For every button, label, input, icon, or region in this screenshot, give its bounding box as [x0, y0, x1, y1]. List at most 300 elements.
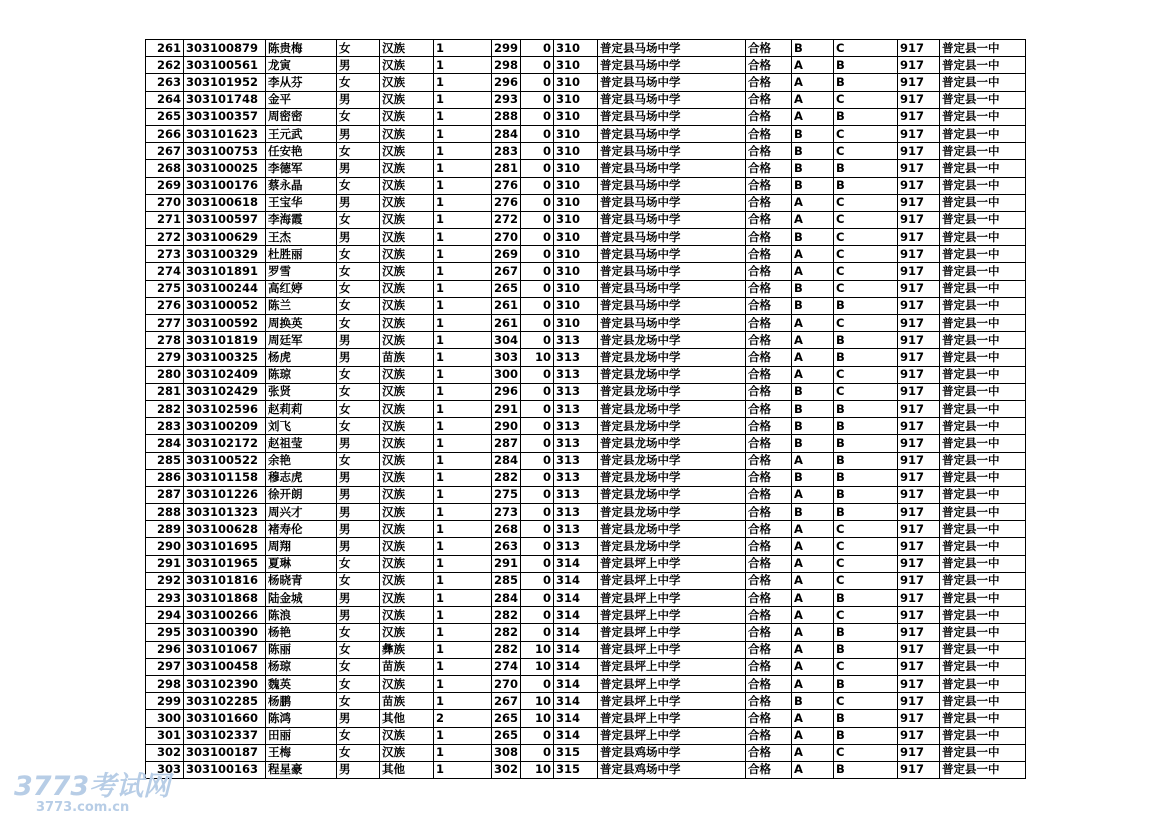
cell-ethnicity: 汉族: [380, 607, 434, 624]
cell-school: 普定县龙场中学: [598, 400, 746, 417]
table-row: [146, 675, 1026, 692]
cell-id: 303101623: [184, 125, 266, 142]
cell-name: 王杰: [266, 229, 337, 246]
cell-id: 303100266: [184, 607, 266, 624]
cell-id: 303102285: [184, 693, 266, 710]
cell-grade1: B: [792, 383, 834, 400]
cell-ethnicity: 汉族: [380, 675, 434, 692]
cell-grade1: B: [792, 177, 834, 194]
cell-score: 275: [492, 486, 521, 503]
cell-status: 合格: [746, 160, 792, 177]
cell-school: 普定县坪上中学: [598, 607, 746, 624]
cell-name: 夏琳: [266, 555, 337, 572]
cell-target: 普定县一中: [940, 675, 1026, 692]
cell-seq: 301: [146, 727, 184, 744]
table-row: [146, 452, 1026, 469]
cell-code: 1: [434, 349, 492, 366]
cell-target-code: 917: [898, 744, 940, 761]
cell-target: 普定县一中: [940, 297, 1026, 314]
cell-bonus: 0: [521, 590, 554, 607]
cell-ethnicity: 汉族: [380, 486, 434, 503]
cell-school: 普定县马场中学: [598, 40, 746, 57]
cell-school-code: 314: [554, 658, 598, 675]
cell-school: 普定县马场中学: [598, 280, 746, 297]
cell-target-code: 917: [898, 383, 940, 400]
cell-id: 303101748: [184, 91, 266, 108]
cell-code: 1: [434, 40, 492, 57]
cell-name: 周廷军: [266, 332, 337, 349]
table-row: [146, 693, 1026, 710]
cell-id: 303100163: [184, 761, 266, 778]
cell-score: 285: [492, 572, 521, 589]
cell-target: 普定县一中: [940, 194, 1026, 211]
cell-gender: 女: [337, 418, 380, 435]
cell-ethnicity: 汉族: [380, 538, 434, 555]
cell-target-code: 917: [898, 246, 940, 263]
cell-seq: 293: [146, 590, 184, 607]
cell-grade1: A: [792, 486, 834, 503]
table-row: [146, 624, 1026, 641]
cell-grade2: C: [834, 315, 898, 332]
cell-bonus: 0: [521, 624, 554, 641]
cell-id: 303101952: [184, 74, 266, 91]
cell-gender: 女: [337, 658, 380, 675]
cell-grade2: B: [834, 435, 898, 452]
cell-status: 合格: [746, 538, 792, 555]
cell-bonus: 0: [521, 74, 554, 91]
cell-name: 龙寅: [266, 57, 337, 74]
cell-ethnicity: 汉族: [380, 263, 434, 280]
cell-target-code: 917: [898, 435, 940, 452]
cell-status: 合格: [746, 91, 792, 108]
cell-target: 普定县一中: [940, 108, 1026, 125]
cell-target: 普定县一中: [940, 383, 1026, 400]
cell-code: 1: [434, 418, 492, 435]
cell-score: 287: [492, 435, 521, 452]
cell-score: 261: [492, 297, 521, 314]
cell-school: 普定县龙场中学: [598, 452, 746, 469]
cell-school-code: 310: [554, 125, 598, 142]
cell-school: 普定县鸡场中学: [598, 761, 746, 778]
cell-school-code: 310: [554, 297, 598, 314]
cell-ethnicity: 苗族: [380, 693, 434, 710]
cell-grade1: B: [792, 160, 834, 177]
cell-grade2: C: [834, 555, 898, 572]
cell-score: 283: [492, 143, 521, 160]
cell-id: 303100629: [184, 229, 266, 246]
cell-id: 303102172: [184, 435, 266, 452]
table-row: [146, 555, 1026, 572]
cell-gender: 男: [337, 57, 380, 74]
table-row: [146, 486, 1026, 503]
cell-code: 1: [434, 366, 492, 383]
cell-ethnicity: 汉族: [380, 280, 434, 297]
cell-target-code: 917: [898, 418, 940, 435]
cell-name: 杨艳: [266, 624, 337, 641]
cell-grade2: B: [834, 504, 898, 521]
cell-code: 1: [434, 675, 492, 692]
cell-id: 303102409: [184, 366, 266, 383]
cell-grade1: A: [792, 57, 834, 74]
cell-ethnicity: 彝族: [380, 641, 434, 658]
cell-status: 合格: [746, 607, 792, 624]
cell-name: 杨鹏: [266, 693, 337, 710]
cell-school: 普定县坪上中学: [598, 710, 746, 727]
cell-bonus: 0: [521, 366, 554, 383]
table-row: [146, 521, 1026, 538]
cell-school: 普定县马场中学: [598, 246, 746, 263]
cell-id: 303101891: [184, 263, 266, 280]
cell-gender: 女: [337, 246, 380, 263]
table-row: [146, 280, 1026, 297]
table-row: [146, 538, 1026, 555]
table-row: [146, 658, 1026, 675]
table-row: [146, 315, 1026, 332]
cell-gender: 男: [337, 229, 380, 246]
cell-seq: 265: [146, 108, 184, 125]
cell-seq: 278: [146, 332, 184, 349]
cell-ethnicity: 汉族: [380, 418, 434, 435]
cell-grade2: C: [834, 91, 898, 108]
cell-school-code: 310: [554, 315, 598, 332]
cell-score: 265: [492, 280, 521, 297]
cell-code: 1: [434, 469, 492, 486]
cell-seq: 280: [146, 366, 184, 383]
cell-grade1: A: [792, 675, 834, 692]
cell-target-code: 917: [898, 486, 940, 503]
cell-grade1: A: [792, 315, 834, 332]
cell-status: 合格: [746, 74, 792, 91]
cell-score: 298: [492, 57, 521, 74]
cell-target: 普定县一中: [940, 332, 1026, 349]
cell-id: 303100025: [184, 160, 266, 177]
cell-target: 普定县一中: [940, 315, 1026, 332]
table-row: [146, 160, 1026, 177]
cell-target: 普定县一中: [940, 607, 1026, 624]
cell-target: 普定县一中: [940, 280, 1026, 297]
cell-id: 303100522: [184, 452, 266, 469]
cell-grade2: B: [834, 486, 898, 503]
cell-grade1: A: [792, 607, 834, 624]
cell-seq: 294: [146, 607, 184, 624]
cell-target: 普定县一中: [940, 125, 1026, 142]
cell-code: 1: [434, 486, 492, 503]
cell-seq: 286: [146, 469, 184, 486]
cell-gender: 男: [337, 349, 380, 366]
cell-id: 303100244: [184, 280, 266, 297]
cell-code: 1: [434, 108, 492, 125]
cell-seq: 297: [146, 658, 184, 675]
cell-ethnicity: 汉族: [380, 452, 434, 469]
cell-grade2: C: [834, 143, 898, 160]
cell-seq: 289: [146, 521, 184, 538]
cell-grade1: A: [792, 624, 834, 641]
cell-ethnicity: 汉族: [380, 246, 434, 263]
cell-grade2: C: [834, 229, 898, 246]
cell-code: 1: [434, 452, 492, 469]
cell-gender: 女: [337, 572, 380, 589]
cell-bonus: 0: [521, 504, 554, 521]
cell-grade1: A: [792, 658, 834, 675]
cell-status: 合格: [746, 572, 792, 589]
cell-score: 293: [492, 91, 521, 108]
cell-status: 合格: [746, 435, 792, 452]
cell-id: 303101819: [184, 332, 266, 349]
cell-bonus: 0: [521, 727, 554, 744]
cell-grade1: A: [792, 538, 834, 555]
cell-grade1: A: [792, 452, 834, 469]
table-row: [146, 297, 1026, 314]
cell-score: 284: [492, 590, 521, 607]
cell-id: 303101660: [184, 710, 266, 727]
cell-name: 罗雪: [266, 263, 337, 280]
cell-gender: 男: [337, 521, 380, 538]
cell-grade2: B: [834, 108, 898, 125]
cell-target-code: 917: [898, 572, 940, 589]
cell-school: 普定县马场中学: [598, 143, 746, 160]
cell-id: 303100176: [184, 177, 266, 194]
cell-gender: 男: [337, 590, 380, 607]
cell-score: 288: [492, 108, 521, 125]
cell-school: 普定县龙场中学: [598, 504, 746, 521]
cell-gender: 男: [337, 710, 380, 727]
cell-school: 普定县坪上中学: [598, 555, 746, 572]
cell-score: 303: [492, 349, 521, 366]
cell-seq: 296: [146, 641, 184, 658]
cell-score: 265: [492, 710, 521, 727]
cell-status: 合格: [746, 452, 792, 469]
cell-status: 合格: [746, 332, 792, 349]
table-row: [146, 590, 1026, 607]
cell-bonus: 0: [521, 280, 554, 297]
cell-grade1: A: [792, 332, 834, 349]
cell-grade1: B: [792, 229, 834, 246]
cell-bonus: 0: [521, 125, 554, 142]
cell-target-code: 917: [898, 727, 940, 744]
cell-grade1: A: [792, 74, 834, 91]
cell-code: 1: [434, 607, 492, 624]
cell-target: 普定县一中: [940, 538, 1026, 555]
cell-school-code: 313: [554, 521, 598, 538]
cell-grade1: A: [792, 572, 834, 589]
cell-gender: 女: [337, 555, 380, 572]
cell-seq: 300: [146, 710, 184, 727]
cell-school-code: 310: [554, 74, 598, 91]
cell-school-code: 313: [554, 538, 598, 555]
cell-grade2: B: [834, 727, 898, 744]
cell-id: 303101965: [184, 555, 266, 572]
cell-target-code: 917: [898, 538, 940, 555]
cell-target: 普定县一中: [940, 435, 1026, 452]
cell-school: 普定县坪上中学: [598, 675, 746, 692]
cell-bonus: 0: [521, 572, 554, 589]
cell-bonus: 0: [521, 263, 554, 280]
cell-school-code: 313: [554, 435, 598, 452]
cell-seq: 275: [146, 280, 184, 297]
table-row: [146, 727, 1026, 744]
cell-code: 1: [434, 74, 492, 91]
cell-code: 1: [434, 693, 492, 710]
cell-status: 合格: [746, 194, 792, 211]
cell-seq: 302: [146, 744, 184, 761]
cell-bonus: 0: [521, 246, 554, 263]
cell-gender: 男: [337, 332, 380, 349]
cell-id: 303100325: [184, 349, 266, 366]
cell-grade2: C: [834, 658, 898, 675]
cell-ethnicity: 其他: [380, 761, 434, 778]
cell-bonus: 10: [521, 641, 554, 658]
cell-status: 合格: [746, 297, 792, 314]
table-row: [146, 229, 1026, 246]
cell-target-code: 917: [898, 624, 940, 641]
cell-bonus: 0: [521, 452, 554, 469]
cell-target: 普定县一中: [940, 349, 1026, 366]
cell-target: 普定县一中: [940, 486, 1026, 503]
cell-id: 303101323: [184, 504, 266, 521]
cell-target: 普定县一中: [940, 263, 1026, 280]
cell-code: 1: [434, 572, 492, 589]
cell-bonus: 0: [521, 211, 554, 228]
cell-bonus: 0: [521, 57, 554, 74]
cell-grade2: B: [834, 349, 898, 366]
cell-code: 1: [434, 332, 492, 349]
cell-school: 普定县马场中学: [598, 160, 746, 177]
cell-status: 合格: [746, 315, 792, 332]
cell-target-code: 917: [898, 315, 940, 332]
cell-gender: 男: [337, 160, 380, 177]
cell-grade2: B: [834, 452, 898, 469]
cell-grade1: A: [792, 211, 834, 228]
cell-target-code: 917: [898, 108, 940, 125]
cell-bonus: 0: [521, 108, 554, 125]
cell-status: 合格: [746, 710, 792, 727]
cell-name: 周兴才: [266, 504, 337, 521]
cell-school: 普定县坪上中学: [598, 572, 746, 589]
cell-school-code: 315: [554, 761, 598, 778]
table-row: [146, 74, 1026, 91]
cell-grade2: B: [834, 590, 898, 607]
cell-school-code: 313: [554, 349, 598, 366]
cell-status: 合格: [746, 624, 792, 641]
cell-school: 普定县龙场中学: [598, 469, 746, 486]
cell-status: 合格: [746, 211, 792, 228]
cell-ethnicity: 汉族: [380, 57, 434, 74]
cell-school: 普定县马场中学: [598, 125, 746, 142]
cell-target: 普定县一中: [940, 452, 1026, 469]
score-table: [145, 39, 1026, 779]
cell-gender: 女: [337, 727, 380, 744]
cell-grade1: B: [792, 125, 834, 142]
cell-school-code: 314: [554, 555, 598, 572]
cell-ethnicity: 汉族: [380, 744, 434, 761]
cell-name: 杨琼: [266, 658, 337, 675]
cell-school-code: 313: [554, 366, 598, 383]
cell-status: 合格: [746, 400, 792, 417]
cell-gender: 女: [337, 263, 380, 280]
cell-id: 303101868: [184, 590, 266, 607]
cell-score: 276: [492, 177, 521, 194]
cell-school: 普定县龙场中学: [598, 366, 746, 383]
cell-gender: 男: [337, 194, 380, 211]
cell-ethnicity: 汉族: [380, 74, 434, 91]
cell-grade1: A: [792, 366, 834, 383]
cell-score: 265: [492, 727, 521, 744]
cell-name: 陈贵梅: [266, 40, 337, 57]
cell-code: 1: [434, 521, 492, 538]
cell-code: 1: [434, 538, 492, 555]
cell-school-code: 314: [554, 624, 598, 641]
cell-target: 普定县一中: [940, 40, 1026, 57]
cell-seq: 266: [146, 125, 184, 142]
cell-code: 1: [434, 555, 492, 572]
cell-gender: 女: [337, 74, 380, 91]
cell-target-code: 917: [898, 74, 940, 91]
cell-target: 普定县一中: [940, 555, 1026, 572]
cell-status: 合格: [746, 658, 792, 675]
table-row: [146, 40, 1026, 57]
cell-target: 普定县一中: [940, 91, 1026, 108]
cell-name: 赵祖莹: [266, 435, 337, 452]
cell-ethnicity: 汉族: [380, 469, 434, 486]
cell-score: 304: [492, 332, 521, 349]
cell-school: 普定县马场中学: [598, 57, 746, 74]
cell-target: 普定县一中: [940, 57, 1026, 74]
cell-gender: 男: [337, 486, 380, 503]
table-row: [146, 469, 1026, 486]
table-row: [146, 744, 1026, 761]
cell-status: 合格: [746, 349, 792, 366]
cell-grade1: A: [792, 727, 834, 744]
cell-target-code: 917: [898, 211, 940, 228]
cell-target: 普定县一中: [940, 504, 1026, 521]
table-row: [146, 710, 1026, 727]
cell-score: 308: [492, 744, 521, 761]
cell-gender: 女: [337, 641, 380, 658]
cell-seq: 274: [146, 263, 184, 280]
table-row: [146, 504, 1026, 521]
table-row: [146, 125, 1026, 142]
cell-target-code: 917: [898, 57, 940, 74]
cell-target: 普定县一中: [940, 211, 1026, 228]
cell-gender: 男: [337, 538, 380, 555]
cell-id: 303100753: [184, 143, 266, 160]
cell-seq: 264: [146, 91, 184, 108]
cell-grade1: B: [792, 693, 834, 710]
cell-target: 普定县一中: [940, 143, 1026, 160]
cell-grade2: B: [834, 332, 898, 349]
cell-status: 合格: [746, 727, 792, 744]
cell-gender: 女: [337, 108, 380, 125]
cell-code: 1: [434, 658, 492, 675]
table-row: [146, 572, 1026, 589]
table-row: [146, 435, 1026, 452]
cell-status: 合格: [746, 418, 792, 435]
cell-target-code: 917: [898, 349, 940, 366]
cell-id: 303100209: [184, 418, 266, 435]
cell-id: 303100592: [184, 315, 266, 332]
cell-status: 合格: [746, 383, 792, 400]
cell-school-code: 310: [554, 263, 598, 280]
cell-ethnicity: 其他: [380, 710, 434, 727]
cell-ethnicity: 汉族: [380, 400, 434, 417]
cell-name: 高红婷: [266, 280, 337, 297]
cell-code: 1: [434, 641, 492, 658]
cell-code: 1: [434, 91, 492, 108]
watermark-url: 3773.com.cn: [36, 800, 130, 815]
cell-status: 合格: [746, 263, 792, 280]
cell-ethnicity: 汉族: [380, 555, 434, 572]
table-row: [146, 332, 1026, 349]
